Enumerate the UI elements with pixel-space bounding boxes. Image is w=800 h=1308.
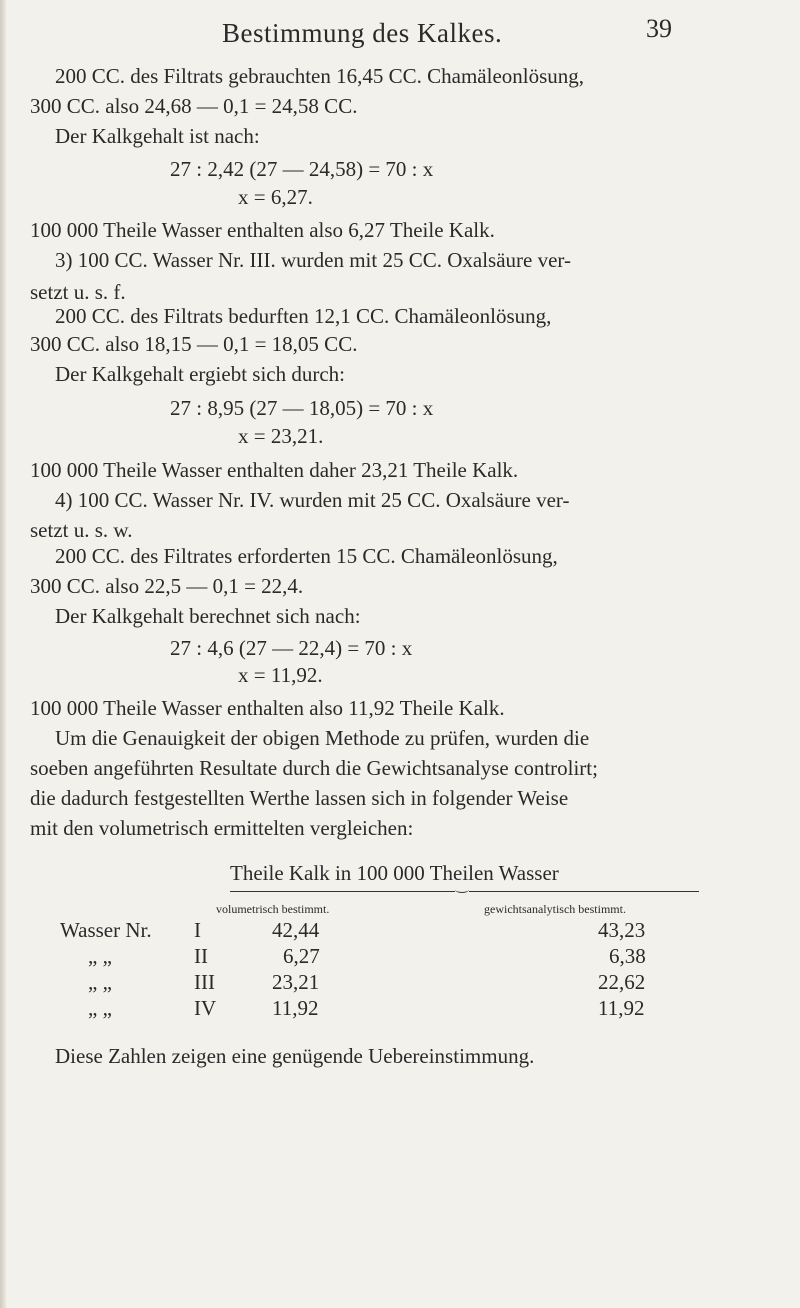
table-cell-volumetric: 11,92	[272, 996, 319, 1020]
table-row-number: IV	[194, 996, 217, 1020]
table-row-number: I	[194, 918, 201, 942]
col-header-gravimetric: gewichtsanalytisch bestimmt.	[484, 902, 626, 916]
text-line: 100 000 Theile Wasser enthalten also 11,92 Theile Kalk.	[30, 696, 505, 720]
text-line: soeben angeführten Resultate durch die Gewichtsanalyse controlirt;	[30, 756, 598, 780]
table-row-number: III	[194, 970, 215, 994]
brace-right-rule	[469, 891, 699, 892]
text-line: 300 CC. also 18,15 — 0,1 = 18,05 CC.	[30, 332, 358, 356]
text-line: die dadurch festgestellten Werthe lassen sich in folgender Weise	[30, 786, 569, 810]
text-line: 100 000 Theile Wasser enthalten also 6,27 Theile Kalk.	[30, 218, 495, 242]
table-row-label: Wasser Nr.	[60, 918, 152, 942]
text-line: 100 000 Theile Wasser enthalten daher 23,21 Theile Kalk.	[30, 458, 519, 482]
table-cell-gravimetric: 22,62	[598, 970, 646, 994]
table-cell-volumetric: 23,21	[272, 970, 320, 994]
table-row-label: „ „	[88, 996, 112, 1020]
table-cell-gravimetric: 11,92	[598, 996, 645, 1020]
page-number: 39	[646, 14, 672, 43]
text-line: 200 CC. des Filtrats bedurften 12,1 CC. Chamäleonlösung,	[55, 304, 552, 328]
text-line: setzt u. s. f.	[30, 280, 126, 304]
brace-tip	[455, 886, 469, 893]
text-line: Der Kalkgehalt ist nach:	[55, 124, 260, 148]
equation-result: x = 11,92.	[238, 663, 323, 687]
running-header-title: Bestimmung des Kalkes.	[222, 18, 503, 48]
text-line: 200 CC. des Filtrats gebrauchten 16,45 CC. Chamäleonlösung,	[55, 64, 585, 88]
conclusion-text: Diese Zahlen zeigen eine genügende Uebereinstimmung.	[55, 1044, 535, 1068]
page-edge-shadow	[0, 0, 6, 1308]
text-line: 3) 100 CC. Wasser Nr. III. wurden mit 25 CC. Oxalsäure ver-	[55, 248, 571, 272]
text-line: Der Kalkgehalt ergiebt sich durch:	[55, 362, 346, 386]
equation-result: x = 6,27.	[238, 185, 313, 209]
col-header-volumetric: volumetrisch bestimmt.	[216, 902, 330, 916]
table-cell-gravimetric: 6,38	[609, 944, 646, 968]
equation-line: 27 : 2,42 (27 — 24,58) = 70 : x	[170, 157, 434, 181]
table-caption: Theile Kalk in 100 000 Theilen Wasser	[230, 861, 559, 885]
table-row-label: „ „	[88, 944, 112, 968]
text-line: Der Kalkgehalt berechnet sich nach:	[55, 604, 361, 628]
table-row-number: II	[194, 944, 208, 968]
text-line: 4) 100 CC. Wasser Nr. IV. wurden mit 25 CC. Oxalsäure ver-	[55, 488, 570, 512]
table-cell-volumetric: 42,44	[272, 918, 320, 942]
table-cell-gravimetric: 43,23	[598, 918, 646, 942]
equation-line: 27 : 8,95 (27 — 18,05) = 70 : x	[170, 396, 434, 420]
text-line: 300 CC. also 22,5 — 0,1 = 22,4.	[30, 574, 304, 598]
text-line: 300 CC. also 24,68 — 0,1 = 24,58 CC.	[30, 94, 358, 118]
brace-left-rule	[230, 891, 455, 892]
text-line: 200 CC. des Filtrates erforderten 15 CC. Chamäleonlösung,	[55, 544, 558, 568]
text-line: setzt u. s. w.	[30, 518, 133, 542]
equation-line: 27 : 4,6 (27 — 22,4) = 70 : x	[170, 636, 413, 660]
equation-result: x = 23,21.	[238, 424, 324, 448]
text-line: mit den volumetrisch ermittelten vergleichen:	[30, 816, 414, 840]
text-line: Um die Genauigkeit der obigen Methode zu prüfen, wurden die	[55, 726, 590, 750]
table-row-label: „ „	[88, 970, 112, 994]
table-cell-volumetric: 6,27	[283, 944, 320, 968]
